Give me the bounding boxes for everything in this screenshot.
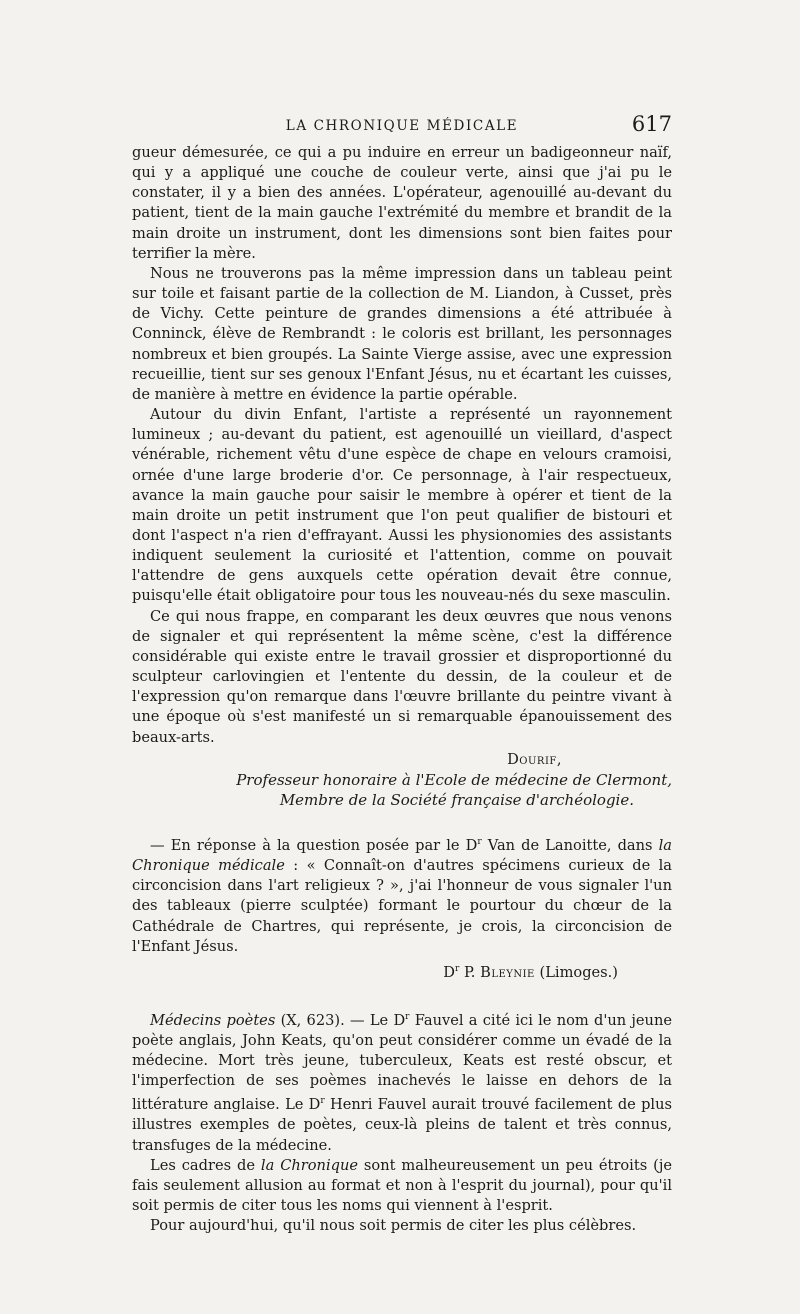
paragraph-8: Pour aujourd'hui, qu'il nous soit permis de citer les plus célèbres. [150,1217,637,1235]
body-text [132,143,672,1236]
p7-journal-title: la Chronique [260,1156,358,1174]
spacer [132,810,672,832]
sig2-sup: r [455,963,460,974]
sig2-surname: Bleynie [480,963,535,981]
paragraph-4: Ce qui nous frappe, en comparant les deux œuvres que nous venons de signaler et qui représentent la même scène, c'est la différence considérable qui existe entre le travail grossier et disproportionné du sculpteur carlovingien et l'entente du dessin, de la couleur et de l'expression qu'on remarque dans l'œuvre brillante du peintre vivant à une époque où s'est manifesté un si remarquable épanouissement des beaux-arts. [132,607,672,746]
p6-sup2: r [320,1096,325,1107]
paragraph-6 [132,1007,672,1156]
signature-title-2: Membre de la Société française d'archéologie. [279,791,634,809]
sig2-initial: P. [459,963,481,981]
sig2-prefix: D [443,963,455,981]
signature-name [132,750,672,770]
paragraph-3: Autour du divin Enfant, l'artiste a représenté un rayonnement lumineux ; au-devant du patient, est agenouillé un vieillard, d'aspect vénérable, richement vêtu d'une espèce de chape en velours cramoisi, ornée d'une large broderie d'or. Ce personnage, à l'air respectueux, avance la main gauche pour saisir le membre à opérer et tient de la main droite un petit instrument que l'on peut qualifier de bistouri et dont l'aspect n'a rien d'effrayant. Aussi les physionomies des assistants indiquent seulement la curiosité et l'attention, comme on pouvait l'attendre de gens auxquels cette opération devait être connue, puisqu'elle était obligatoire pour tous les nouveau-nés du sexe masculin. [132,406,672,605]
p7-after: sont malheureusement un peu étroits (je fais seulement allusion au format et non à l'esprit du journal), pour qu'il soit permis de citer tous les noms qui viennent à l'esprit. [132,1156,672,1215]
paragraph-2: Nous ne trouverons pas la même impression dans un tableau peint sur toile et faisant partie de la collection de M. Liandon, à Cusset, près de Vichy. Cette peinture de grandes dimensions a été attribuée à Conninck, élève de Rembrandt : le coloris est brillant, les personnages nombreux et bien groupés. La Sainte Vierge assise, avec une expression recueillie, tient sur ses genoux l'Enfant Jésus, nu et écartant les cuisses, de manière à mettre en évidence la partie opérable. [132,264,672,403]
sig2-place: (Limoges.) [534,963,618,981]
signature-name-text: Dourif, [507,750,562,768]
p5-middle: Van de Lanoitte, dans [481,837,659,855]
p7-before: Les cadres de [150,1156,261,1174]
p6-sup: r [405,1011,410,1022]
p5-after: : « Connaît-on d'autres spécimens curieux de la circoncision dans l'art religieux ? », j'ai l'honneur de vous signaler l'un des tableaux (pierre sculptée) formant le pourtour du chœur de la Cathédrale de Chartres, qui représente, je crois, la circoncision de l'Enfant Jésus. [132,857,672,955]
p6-title: Médecins poètes [150,1011,276,1029]
running-title: LA CHRONIQUE MÉDICALE [285,118,519,134]
p6-ref: (X, 623). — Le D [275,1011,406,1029]
p6-text: Fauvel a cité ici le nom d'un jeune poète anglais, John Keats, qu'on peut considérer comme un évadé de la médecine. Mort très jeune, tuberculeux, Keats est resté obscur, et l'imperfection de ses poèmes inachevés le laisse en dehors de la littérature anglaise. Le D [132,1011,672,1114]
p6-text2: Henri Fauvel aurait trouvé facilement de plus illustres exemples de poètes, ceux-là pleins de talent et très connus, transfuges de la médecine. [132,1096,672,1154]
spacer [132,983,672,1007]
p5-journal-title: la Chronique médicale [132,837,672,875]
paragraph-7 [132,1156,672,1216]
signature-title-1: Professeur honoraire à l'Ecole de médecine de Clermont, [236,770,672,789]
page-number: 617 [631,112,672,136]
paragraph-1: gueur démesurée, ce qui a pu induire en erreur un badigeonneur naïf, qui y a appliqué une couche de couleur verte, ainsi que j'ai pu le constater, il y a bien des années. L'opérateur, agenouillé au-devant du patient, tient de la main gauche l'extrémité du membre et brandit de la main droite un instrument, dont les dimensions sont bien faites pour terrifier la mère. [132,144,672,262]
signature-2 [132,959,672,983]
page-header [132,112,672,142]
paragraph-5 [132,832,672,957]
p5-before: — En réponse à la question posée par le D [150,837,478,855]
p5-sup: r [477,837,482,848]
